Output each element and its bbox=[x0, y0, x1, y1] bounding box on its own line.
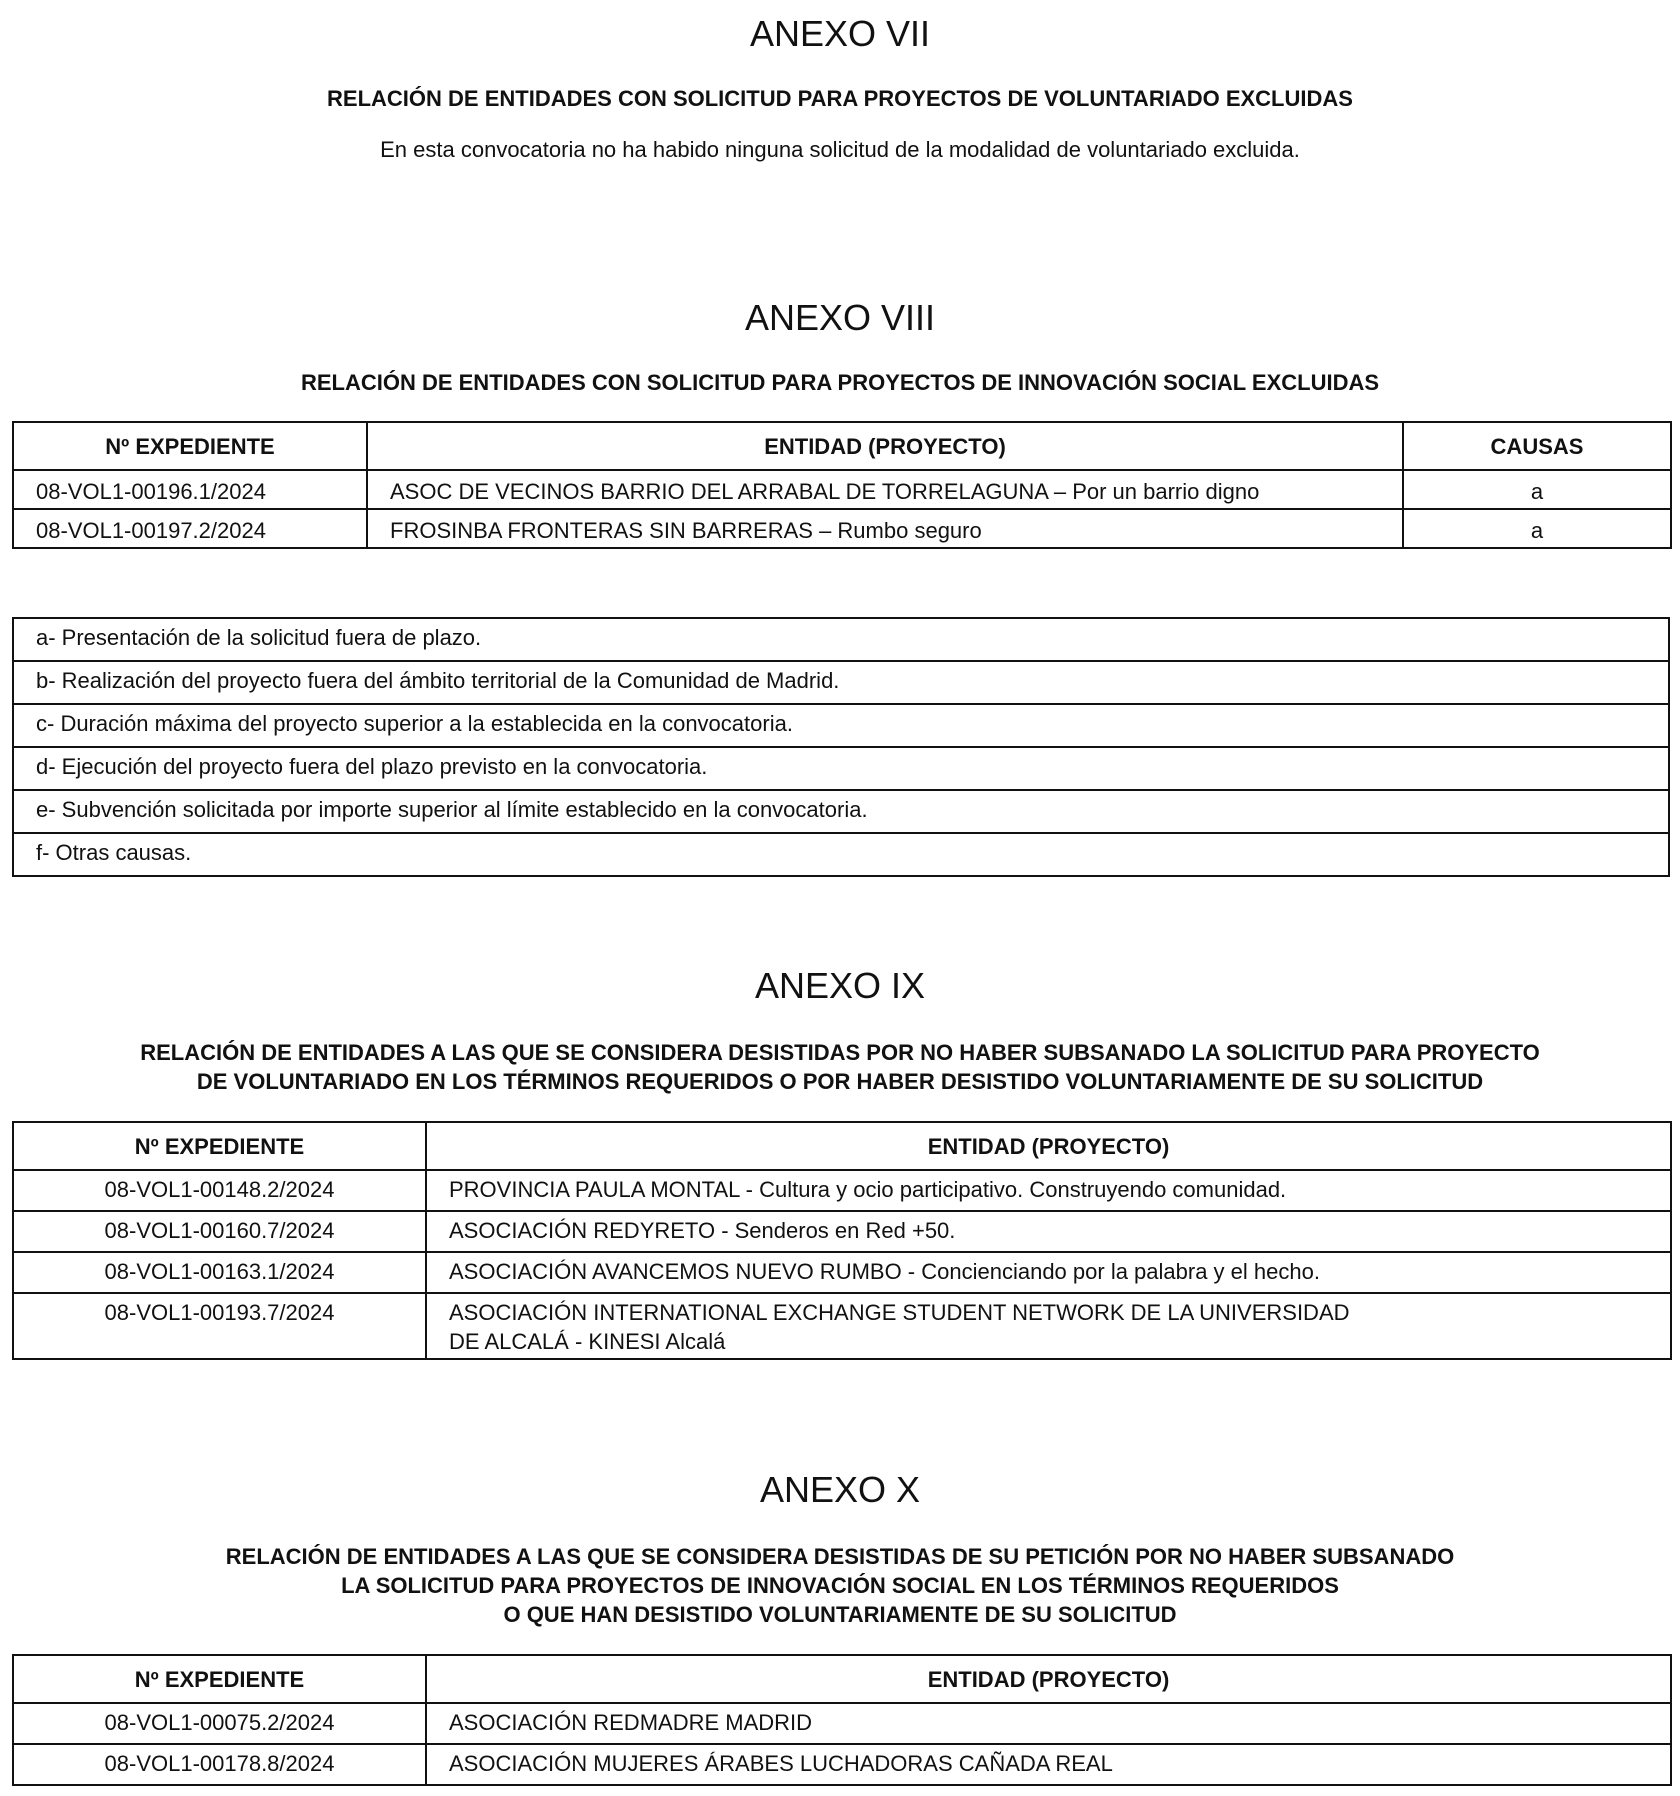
cell-entidad: PROVINCIA PAULA MONTAL - Cultura y ocio participativo. Construyendo comunidad. bbox=[426, 1170, 1671, 1211]
cause-row bbox=[13, 618, 1669, 661]
anexo-ix-section bbox=[0, 964, 1680, 1096]
cause-f: f- Otras causas. bbox=[13, 833, 1669, 876]
cell-expediente: 08-VOL1-00193.7/2024 bbox=[13, 1293, 426, 1359]
header-expediente: Nº EXPEDIENTE bbox=[13, 1122, 426, 1170]
anexo-ix-table bbox=[12, 1121, 1672, 1360]
cause-row bbox=[13, 704, 1669, 747]
cell-entidad: ASOCIACIÓN AVANCEMOS NUEVO RUMBO - Concienciando por la palabra y el hecho. bbox=[426, 1252, 1671, 1293]
header-entidad: ENTIDAD (PROYECTO) bbox=[426, 1655, 1671, 1703]
anexo-x-table bbox=[12, 1654, 1672, 1786]
anexo-x-subtitle-line3: O QUE HAN DESISTIDO VOLUNTARIAMENTE DE SU SOLICITUD bbox=[503, 1602, 1177, 1627]
cell-expediente: 08-VOL1-00075.2/2024 bbox=[13, 1703, 426, 1744]
anexo-vii-section bbox=[0, 12, 1680, 165]
cell-expediente: 08-VOL1-00196.1/2024 bbox=[13, 470, 367, 509]
anexo-viii-title: ANEXO VIII bbox=[744, 297, 936, 338]
cell-entidad: ASOCIACIÓN MUJERES ÁRABES LUCHADORAS CAÑADA REAL bbox=[426, 1744, 1671, 1785]
cause-a: a- Presentación de la solicitud fuera de plazo. bbox=[13, 618, 1669, 661]
table-row bbox=[13, 1252, 1671, 1293]
anexo-viii-table bbox=[12, 421, 1672, 549]
cause-row bbox=[13, 833, 1669, 876]
header-entidad: ENTIDAD (PROYECTO) bbox=[367, 422, 1403, 470]
anexo-vii-subtitle: RELACIÓN DE ENTIDADES CON SOLICITUD PARA PROYECTOS DE VOLUNTARIADO EXCLUIDAS bbox=[327, 86, 1353, 111]
header-expediente: Nº EXPEDIENTE bbox=[13, 422, 367, 470]
causes-legend-table bbox=[12, 617, 1670, 877]
anexo-vii-note: En esta convocatoria no ha habido ninguna solicitud de la modalidad de voluntariado excluida. bbox=[380, 137, 1300, 162]
cell-expediente: 08-VOL1-00160.7/2024 bbox=[13, 1211, 426, 1252]
cause-c: c- Duración máxima del proyecto superior a la establecida en la convocatoria. bbox=[13, 704, 1669, 747]
cell-causas: a bbox=[1403, 470, 1671, 509]
cell-entidad-line1: ASOCIACIÓN INTERNATIONAL EXCHANGE STUDENT NETWORK DE LA UNIVERSIDAD bbox=[449, 1300, 1350, 1325]
cell-entidad: ASOCIACIÓN REDMADRE MADRID bbox=[426, 1703, 1671, 1744]
table-row bbox=[13, 470, 1671, 509]
anexo-viii-subtitle: RELACIÓN DE ENTIDADES CON SOLICITUD PARA PROYECTOS DE INNOVACIÓN SOCIAL EXCLUIDAS bbox=[300, 370, 1380, 395]
cell-causas: a bbox=[1403, 509, 1671, 548]
cause-e: e- Subvención solicitada por importe superior al límite establecido en la convocatoria. bbox=[13, 790, 1669, 833]
cell-expediente: 08-VOL1-00148.2/2024 bbox=[13, 1170, 426, 1211]
table-header-row bbox=[13, 1122, 1671, 1170]
cause-row bbox=[13, 790, 1669, 833]
table-header-row bbox=[13, 1655, 1671, 1703]
cell-expediente: 08-VOL1-00197.2/2024 bbox=[13, 509, 367, 548]
anexo-x-title: ANEXO X bbox=[759, 1469, 921, 1510]
anexo-ix-title: ANEXO IX bbox=[754, 965, 926, 1006]
anexo-x-section bbox=[0, 1468, 1680, 1629]
table-row bbox=[13, 1703, 1671, 1744]
cell-expediente: 08-VOL1-00163.1/2024 bbox=[13, 1252, 426, 1293]
cause-row bbox=[13, 747, 1669, 790]
anexo-ix-subtitle-line2: DE VOLUNTARIADO EN LOS TÉRMINOS REQUERIDOS O POR HABER DESISTIDO VOLUNTARIAMENTE DE SU SOLICITUD bbox=[196, 1069, 1484, 1094]
table-header-row bbox=[13, 422, 1671, 470]
cell-entidad: FROSINBA FRONTERAS SIN BARRERAS – Rumbo seguro bbox=[367, 509, 1403, 548]
anexo-x-subtitle-line2: LA SOLICITUD PARA PROYECTOS DE INNOVACIÓN SOCIAL EN LOS TÉRMINOS REQUERIDOS bbox=[341, 1573, 1339, 1598]
table-row bbox=[13, 1744, 1671, 1785]
header-entidad: ENTIDAD (PROYECTO) bbox=[426, 1122, 1671, 1170]
cause-row bbox=[13, 661, 1669, 704]
anexo-ix-subtitle-line1: RELACIÓN DE ENTIDADES A LAS QUE SE CONSIDERA DESISTIDAS POR NO HABER SUBSANADO LA SOLICITUD PARA PROYECTO bbox=[140, 1040, 1540, 1065]
header-causas: CAUSAS bbox=[1403, 422, 1671, 470]
cell-expediente: 08-VOL1-00178.8/2024 bbox=[13, 1744, 426, 1785]
header-expediente: Nº EXPEDIENTE bbox=[13, 1655, 426, 1703]
anexo-viii-section bbox=[0, 296, 1680, 397]
cell-entidad: ASOC DE VECINOS BARRIO DEL ARRABAL DE TORRELAGUNA – Por un barrio digno bbox=[367, 470, 1403, 509]
table-row bbox=[13, 509, 1671, 548]
cause-b: b- Realización del proyecto fuera del ámbito territorial de la Comunidad de Madrid. bbox=[13, 661, 1669, 704]
table-row bbox=[13, 1293, 1671, 1359]
cause-d: d- Ejecución del proyecto fuera del plazo previsto en la convocatoria. bbox=[13, 747, 1669, 790]
table-row bbox=[13, 1170, 1671, 1211]
cell-entidad bbox=[426, 1293, 1671, 1359]
cell-entidad: ASOCIACIÓN REDYRETO - Senderos en Red +50. bbox=[426, 1211, 1671, 1252]
cell-entidad-line2: DE ALCALÁ - KINESI Alcalá bbox=[449, 1329, 726, 1354]
anexo-x-subtitle-line1: RELACIÓN DE ENTIDADES A LAS QUE SE CONSIDERA DESISTIDAS DE SU PETICIÓN POR NO HABER SUBSANADO bbox=[225, 1544, 1455, 1569]
anexo-vii-title: ANEXO VII bbox=[749, 13, 931, 54]
table-row bbox=[13, 1211, 1671, 1252]
